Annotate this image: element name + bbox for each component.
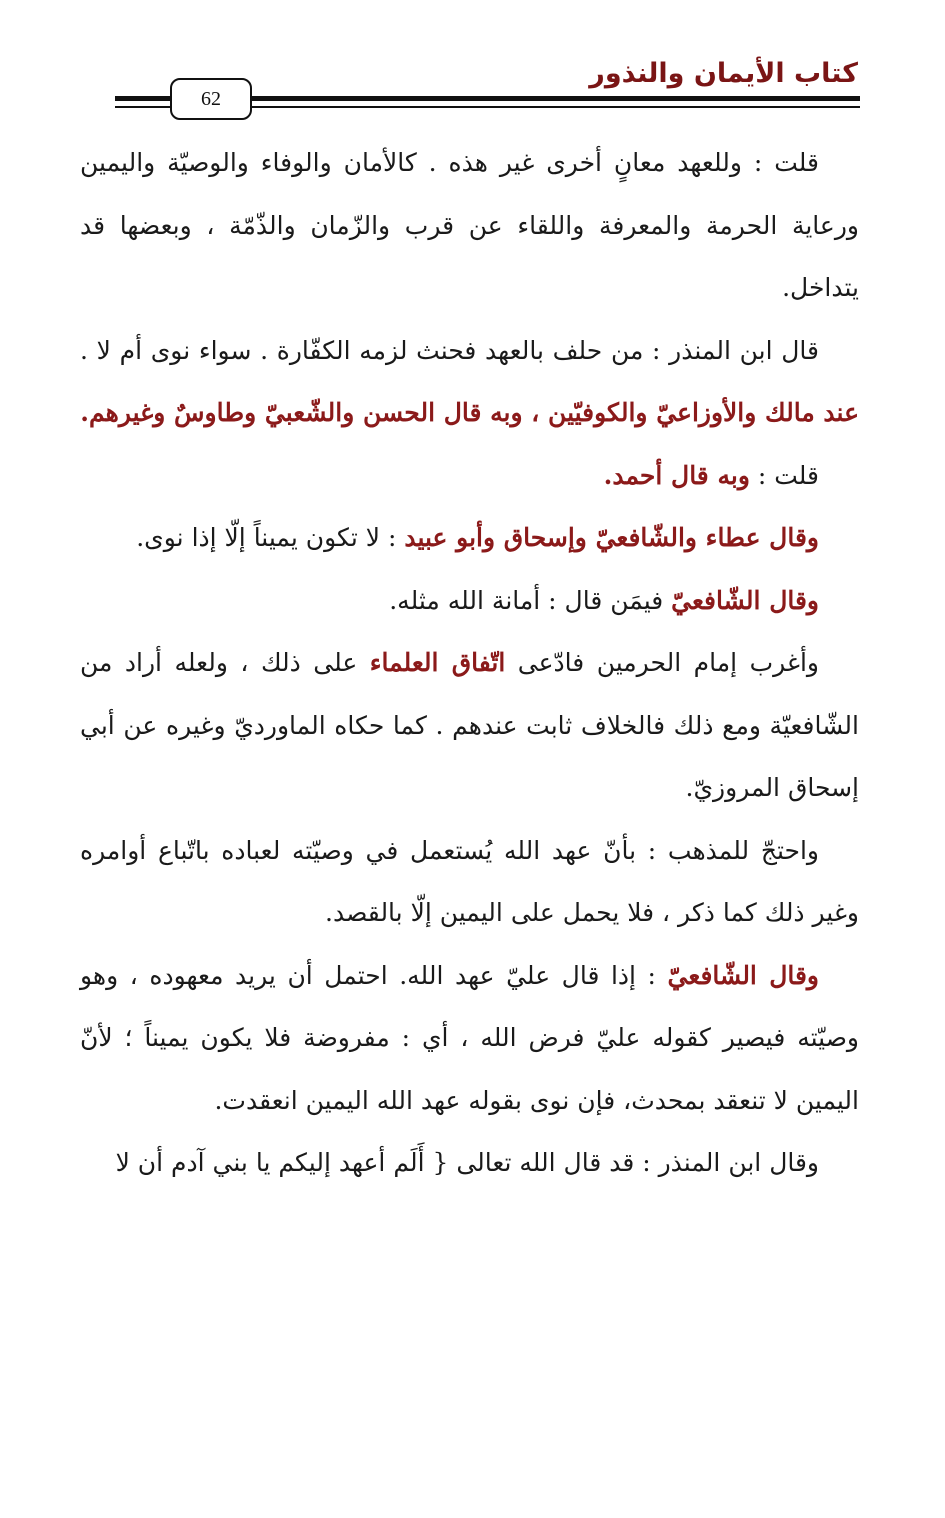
paragraph-6-text-a: وأغرب إمام الحرمين فادّعى [505, 648, 819, 677]
book-title: كتاب الأيمان والنذور [589, 58, 858, 89]
shafii-highlight-2: وقال الشّافعيّ [667, 960, 820, 990]
paragraph-3 [80, 445, 859, 508]
paragraph-6 [80, 632, 859, 820]
paragraph-7-text: واحتجّ للمذهب : بأنّ عهد الله يُستعمل في وصيّته لعباده باتّباع أوامره وغير ذلك كما ذكر ، فلا يحمل على اليمين إلّا بالقصد. [80, 835, 859, 927]
paragraph-5 [80, 570, 859, 633]
paragraph-7 [80, 820, 859, 945]
paragraph-1-text: قلت : وللعهد معانٍ أخرى غير هذه . كالأمان والوفاء والوصيّة واليمين ورعاية الحرمة والمعرفة واللقاء عن قرب والزّمان والذّمّة ، وبعضها قد يتداخل. [80, 148, 859, 302]
paragraph-9 [80, 1132, 859, 1195]
paragraph-4-text: : لا تكون يميناً إلّا إذا نوى. [136, 523, 405, 552]
paragraph-2 [80, 320, 859, 445]
paragraph-4 [80, 507, 859, 570]
paragraph-8 [80, 945, 859, 1133]
paragraph-9-text: وقال ابن المنذر : قد قال الله تعالى { أَلَم أعهد إليكم يا بني آدم أن لا [115, 1148, 819, 1177]
paragraph-5-text: فيمَن قال : أمانة الله مثله. [389, 585, 672, 615]
ahmad-highlight: وبه قال أحمد. [603, 460, 750, 490]
paragraph-2-text: قال ابن المنذر : من حلف بالعهد فحنث لزمه الكفّارة . سواء نوى أم لا . [80, 335, 819, 365]
paragraph-6-text-b: على ذلك ، ولعله أراد من الشّافعيّة ومع ذلك فالخلاف ثابت عندهم . كما حكاه الماورديّ وغيره عن أبي إسحاق المروزيّ. [80, 648, 859, 802]
scholars-highlight-2: وقال عطاء والشّافعيّ وإسحاق وأبو عبيد [404, 523, 819, 552]
consensus-highlight: اتّفاق العلماء [369, 648, 506, 677]
paragraph-1 [80, 132, 859, 320]
paragraph-3-text: قلت : [749, 460, 819, 490]
scholars-highlight: عند مالك والأوزاعيّ والكوفيّين ، وبه قال الحسن والشّعبيّ وطاوسٌ وغيرهم. [80, 398, 859, 427]
page-body [80, 132, 859, 1195]
page-number: 62 [170, 78, 252, 120]
shafii-highlight: وقال الشّافعيّ [671, 585, 819, 615]
paragraph-8-text: : إذا قال عليّ عهد الله. احتمل أن يريد معهوده ، وهو وصيّته فيصير كقوله عليّ فرض الله ، أي : مفروضة فلا يكون يميناً ؛ لأنّ اليمين لا تنعقد بمحدث، فإن نوى بقوله عهد الله اليمين انعقدت. [80, 960, 859, 1115]
